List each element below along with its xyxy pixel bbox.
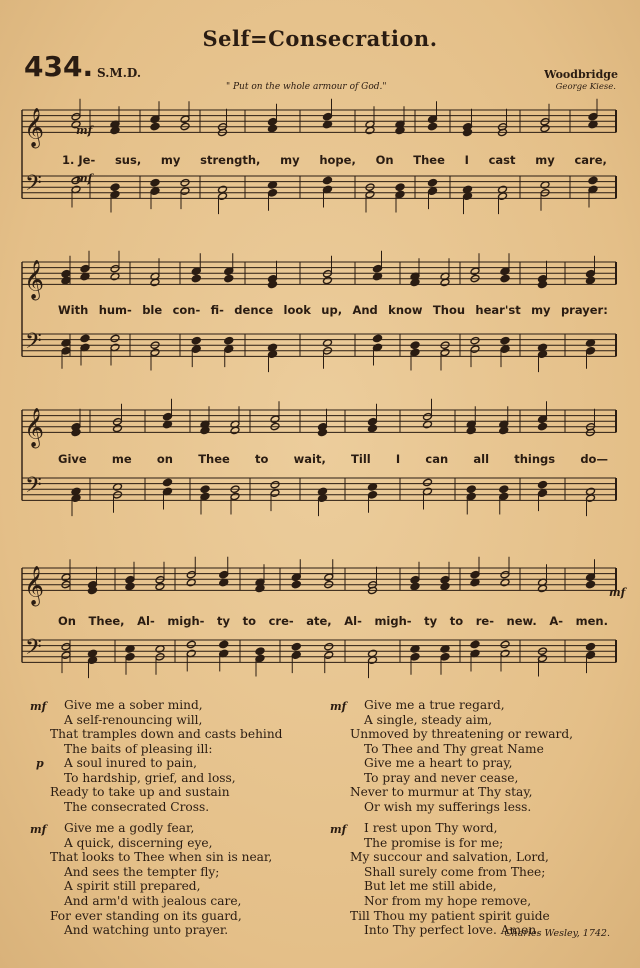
note-head <box>110 264 120 273</box>
lyric-syllable: con- <box>172 303 201 317</box>
note-head <box>224 267 234 276</box>
lyric-syllable: me <box>111 452 132 466</box>
note-head <box>500 570 510 579</box>
lyric-syllable: Al- <box>344 614 362 628</box>
note-head <box>110 183 120 192</box>
note-head <box>440 278 450 287</box>
note-head <box>586 347 596 356</box>
note-head <box>410 278 420 287</box>
lyric-syllable: I <box>395 452 401 466</box>
note-head <box>428 187 438 196</box>
note-head <box>410 582 420 591</box>
note-head <box>61 573 71 582</box>
note-head <box>365 190 375 199</box>
note-head <box>428 122 438 131</box>
note-head <box>110 334 120 343</box>
lyric-syllable: Thee <box>198 452 230 466</box>
note-head <box>540 124 550 133</box>
verse-line: Never to murmur at Thy stay, <box>350 785 533 800</box>
note-head <box>395 190 405 199</box>
note-head <box>230 426 240 435</box>
note-head <box>466 492 476 501</box>
note-head <box>500 336 510 345</box>
note-head <box>440 653 450 662</box>
lyric-syllable: all <box>473 452 490 466</box>
verse-line: The consecrated Cross. <box>64 799 210 814</box>
clef-symbol: 𝄢 <box>25 170 42 201</box>
note-head <box>186 570 196 579</box>
lyric-syllable: dence <box>234 303 274 317</box>
lyric-syllable: A- <box>549 614 564 628</box>
verse-line: To Thee and Thy great Name <box>364 741 544 756</box>
note-head <box>538 489 548 498</box>
clef-symbol: 𝄞 <box>24 107 45 148</box>
lyric-syllable: Give <box>58 452 87 466</box>
note-head <box>110 190 120 199</box>
note-head <box>61 642 71 651</box>
note-head <box>291 580 301 589</box>
lyric-syllable: care, <box>574 153 607 167</box>
note-head <box>224 274 234 283</box>
stanza-dynamic: mf <box>330 700 347 713</box>
epigraph: " Put on the whole armour of God." <box>226 82 387 92</box>
note-head <box>470 336 480 345</box>
note-head <box>191 345 201 354</box>
note-head <box>61 276 71 285</box>
lyric-syllable: hear'st <box>475 303 521 317</box>
verse-line: My succour and salvation, Lord, <box>350 850 549 865</box>
note-head <box>255 647 265 656</box>
note-head <box>499 485 509 494</box>
lyric-syllable: my <box>535 153 555 167</box>
lyric-syllable: Al- <box>137 614 155 628</box>
verse-line: A quick, discerning eye, <box>64 835 213 850</box>
note-head <box>324 651 334 660</box>
verse-line: Nor from my hope remove, <box>364 893 532 908</box>
lyric-syllable: Till <box>351 452 371 466</box>
note-head <box>410 575 420 584</box>
note-head <box>538 480 548 489</box>
verse-line: To hardship, grief, and loss, <box>64 770 236 785</box>
note-head <box>291 573 301 582</box>
lyric-syllable: my <box>160 153 181 167</box>
note-head <box>110 126 120 135</box>
lyric-syllable: up, <box>321 303 343 317</box>
note-head <box>440 582 450 591</box>
clef-symbol: 𝄢 <box>25 634 42 665</box>
note-head <box>368 424 378 433</box>
note-head <box>324 642 334 651</box>
lyric-syllable: On <box>375 153 394 167</box>
note-head <box>113 424 123 433</box>
note-head <box>180 187 190 196</box>
lyric-syllable: my <box>531 303 551 317</box>
note-head <box>224 345 234 354</box>
note-head <box>163 412 173 421</box>
note-head <box>540 117 550 126</box>
note-head <box>61 347 71 356</box>
lyric-syllable: Thee, <box>88 614 125 628</box>
verse-line: I rest upon Thy word, <box>364 821 498 835</box>
note-head <box>395 126 405 135</box>
note-head <box>586 651 596 660</box>
lyric-syllable: can <box>425 452 449 466</box>
note-head <box>368 491 378 500</box>
verse-line: Into Thy perfect love. Amen. <box>364 923 541 938</box>
note-head <box>538 654 548 663</box>
note-head <box>291 642 301 651</box>
lyric-syllable: on <box>156 452 173 466</box>
note-head <box>368 417 378 426</box>
note-head <box>470 640 480 649</box>
lyric-syllable: ate, <box>306 614 332 628</box>
hymn-title: Self=Consecration. <box>202 26 438 51</box>
lyric-line <box>58 303 608 317</box>
dynamic-marking-bass: mf <box>76 172 93 185</box>
lyric-syllable: With <box>58 303 89 317</box>
lyric-syllable: my <box>280 153 300 167</box>
lyric-syllable: to <box>255 452 269 466</box>
note-head <box>588 176 598 185</box>
note-head <box>499 492 509 501</box>
author-attribution: Charles Wesley, 1742. <box>504 928 610 939</box>
note-head <box>323 276 333 285</box>
note-head <box>125 582 135 591</box>
lyric-line <box>62 153 607 167</box>
verse-line: Give me a godly fear, <box>64 821 195 835</box>
note-head <box>586 573 596 582</box>
note-head <box>500 640 510 649</box>
verse-line: To pray and never cease, <box>364 770 519 785</box>
note-head <box>440 575 450 584</box>
lyric-syllable: wait, <box>293 452 326 466</box>
note-head <box>586 276 596 285</box>
lyric-syllable: new. <box>506 614 537 628</box>
note-head <box>61 651 71 660</box>
note-head <box>538 584 548 593</box>
note-head <box>150 348 160 357</box>
note-head <box>219 570 229 579</box>
clef-symbol: 𝄞 <box>24 259 45 300</box>
stanza-5 <box>350 756 532 814</box>
note-head <box>224 336 234 345</box>
verse-line: The baits of pleasing ill: <box>64 741 213 756</box>
note-head <box>270 489 280 498</box>
note-head <box>219 640 229 649</box>
note-head <box>186 640 196 649</box>
note-head <box>113 417 123 426</box>
note-head <box>268 117 278 126</box>
note-head <box>268 124 278 133</box>
lyric-syllable: re- <box>475 614 494 628</box>
lyric-syllable: migh- <box>374 614 412 628</box>
verse-line: And arm'd with jealous care, <box>64 893 242 908</box>
note-head <box>466 485 476 494</box>
note-head <box>155 575 165 584</box>
note-head <box>365 126 375 135</box>
note-head <box>410 653 420 662</box>
note-head <box>150 115 160 124</box>
stanza-7 <box>350 821 550 938</box>
note-head <box>588 112 598 121</box>
verse-line: A single, steady aim, <box>364 712 493 727</box>
note-head <box>586 580 596 589</box>
note-head <box>71 112 81 121</box>
lyric-line <box>58 614 608 628</box>
verse-line: For ever standing on its guard, <box>50 908 242 923</box>
verse-line: A spirit still prepared, <box>64 879 201 894</box>
note-head <box>125 575 135 584</box>
note-head <box>155 582 165 591</box>
note-head <box>150 178 160 187</box>
note-head <box>410 348 420 357</box>
verse-line: Unmoved by threatening or reward, <box>350 727 574 742</box>
dynamic-marking-treble: mf <box>76 124 93 137</box>
note-head <box>323 112 333 121</box>
note-head <box>61 269 71 278</box>
note-head <box>466 426 476 435</box>
verse-line: And watching unto prayer. <box>64 923 229 938</box>
lyric-syllable: men. <box>575 614 608 628</box>
clef-symbol: 𝄞 <box>24 565 45 606</box>
lyric-syllable: hope, <box>319 153 356 167</box>
lyric-syllable: Thee <box>413 153 445 167</box>
note-head <box>410 341 420 350</box>
verse-line: Give me a true regard, <box>364 698 505 712</box>
lyric-syllable: do— <box>580 452 608 466</box>
note-head <box>428 178 438 187</box>
verse-line: But let me still abide, <box>364 879 497 894</box>
hymn-number: 434. <box>24 50 94 83</box>
composer-name: George Kiese. <box>555 82 616 92</box>
note-head <box>255 584 265 593</box>
meter-label: S.M.D. <box>97 66 142 80</box>
lyric-syllable: migh- <box>167 614 205 628</box>
stanza-4 <box>350 698 573 756</box>
stanza-6 <box>50 821 272 938</box>
note-head <box>270 480 280 489</box>
note-head <box>291 651 301 660</box>
dynamic-marking-amen: mf <box>609 586 626 599</box>
verse-line: That tramples down and casts behind <box>50 727 283 742</box>
note-head <box>324 573 334 582</box>
stanza-3 <box>50 756 236 814</box>
lyric-syllable: strength, <box>200 153 261 167</box>
lyric-syllable: On <box>58 614 76 628</box>
lyric-syllable: cre- <box>268 614 294 628</box>
note-head <box>191 274 201 283</box>
stanza-dynamic: mf <box>330 823 347 836</box>
lyric-syllable: sus, <box>114 153 142 167</box>
note-head <box>470 267 480 276</box>
note-head <box>538 415 548 424</box>
lyric-syllable: prayer: <box>560 303 608 317</box>
note-head <box>500 274 510 283</box>
lyric-syllable: ty <box>217 614 231 628</box>
note-head <box>150 278 160 287</box>
lyric-syllable: And <box>352 303 378 317</box>
note-head <box>440 348 450 357</box>
note-head <box>500 345 510 354</box>
note-head <box>180 178 190 187</box>
verse-line: And sees the tempter fly; <box>64 864 220 879</box>
clef-symbol: 𝄢 <box>25 472 42 503</box>
tune-name: Woodbridge <box>544 68 618 81</box>
lyric-syllable: to <box>242 614 257 628</box>
verse-line: A soul inured to pain, <box>64 756 197 770</box>
note-head <box>323 176 333 185</box>
verse-line: Give me a heart to pray, <box>364 756 513 770</box>
note-head <box>230 492 240 501</box>
note-head <box>586 269 596 278</box>
note-head <box>125 653 135 662</box>
note-head <box>395 183 405 192</box>
verse-line: That looks to Thee when sin is near, <box>50 850 273 865</box>
stanza-dynamic: mf <box>30 823 47 836</box>
note-head <box>500 267 510 276</box>
note-head <box>150 187 160 196</box>
stanza-2 <box>50 698 282 756</box>
lyric-line <box>58 452 608 466</box>
note-head <box>200 492 210 501</box>
verse-line: The promise is for me; <box>364 835 504 850</box>
note-head <box>200 426 210 435</box>
stanza-dynamic: p <box>36 757 44 770</box>
lyric-syllable: Thou <box>432 303 466 317</box>
stanza-dynamic: mf <box>30 700 47 713</box>
note-head <box>538 422 548 431</box>
note-head <box>80 334 90 343</box>
note-head <box>255 654 265 663</box>
lyric-syllable: hum- <box>98 303 132 317</box>
lyric-syllable: fi- <box>210 303 224 317</box>
lyric-syllable: cast <box>488 153 516 167</box>
verse-line: Ready to take up and sustain <box>50 785 230 800</box>
lyric-syllable: 1. Je- <box>62 153 96 167</box>
verse-line: A self-renouncing will, <box>64 712 203 727</box>
note-head <box>373 264 383 273</box>
note-head <box>470 570 480 579</box>
verse-line: Shall surely come from Thee; <box>364 864 546 879</box>
lyric-syllable: I <box>464 153 469 167</box>
lyric-syllable: know <box>388 303 423 317</box>
lyric-syllable: ty <box>424 614 438 628</box>
lyric-syllable: things <box>514 452 556 466</box>
lyric-syllable: ble <box>142 303 163 317</box>
verse-line: Or wish my sufferings less. <box>364 799 532 814</box>
note-head <box>373 334 383 343</box>
note-head <box>200 485 210 494</box>
note-head <box>423 478 433 487</box>
lyric-syllable: look <box>283 303 311 317</box>
note-head <box>191 336 201 345</box>
note-head <box>270 415 280 424</box>
note-head <box>323 269 333 278</box>
note-head <box>499 426 509 435</box>
note-head <box>268 189 278 198</box>
clef-symbol: 𝄢 <box>25 328 42 359</box>
lyric-syllable: to <box>449 614 464 628</box>
note-head <box>586 642 596 651</box>
note-head <box>180 115 190 124</box>
note-head <box>163 478 173 487</box>
note-head <box>191 267 201 276</box>
note-head <box>150 122 160 131</box>
note-head <box>470 345 480 354</box>
note-head <box>80 264 90 273</box>
clef-symbol: 𝄞 <box>24 407 45 448</box>
verse-line: Till Thou my patient spirit guide <box>350 908 550 923</box>
note-head <box>428 115 438 124</box>
note-head <box>423 412 433 421</box>
verse-line: Give me a sober mind, <box>64 698 203 712</box>
